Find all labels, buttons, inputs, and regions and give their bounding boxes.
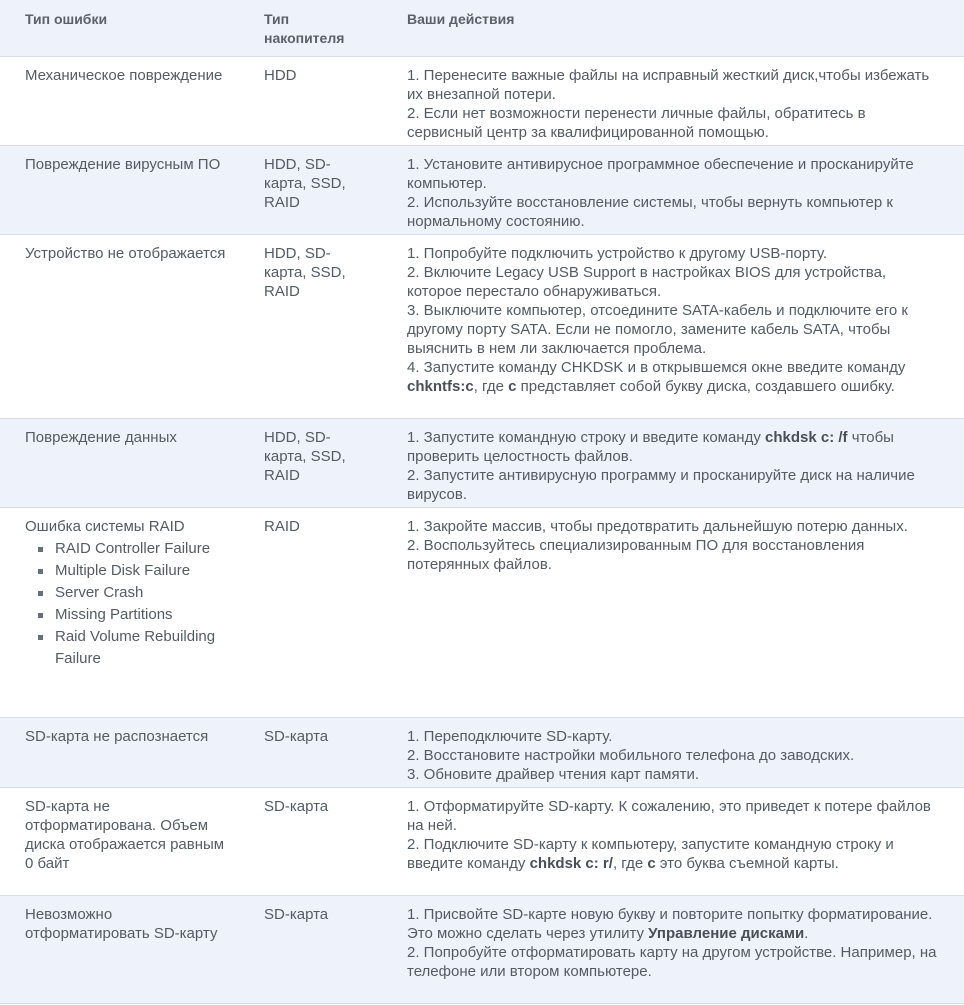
actions-cell	[382, 146, 964, 235]
list-item	[55, 560, 229, 582]
table-row	[0, 508, 964, 718]
list-item-label: Missing Partitions	[55, 606, 173, 623]
command-text: chkdsk c: r/	[529, 855, 613, 872]
action-text: это буква съемной карты.	[655, 855, 839, 872]
action-text: 1. Присвойте SD-карте новую букву и повторите попытку форматирование. Это можно сделать через утилиту	[407, 906, 933, 942]
action-text: 2. Подключите SD-карту к компьютеру, запустите командную строку и введите команду	[407, 836, 894, 872]
list-item	[55, 538, 229, 560]
error-type-cell: Повреждение вирусным ПО	[0, 146, 239, 235]
list-item	[55, 626, 229, 670]
action-step: 1. Попробуйте подключить устройство к другому USB-порту.	[407, 245, 828, 262]
action-step: 1. Отформатируйте SD-карту. К сожалению, это приведет к потере файлов на ней.	[407, 798, 931, 834]
drive-type-cell: HDD, SD-карта, SSD, RAID	[239, 235, 382, 419]
action-step: 2. Воспользуйтесь специализированным ПО для восстановления потерянных файлов.	[407, 537, 865, 573]
raid-failure-list	[25, 538, 229, 670]
action-text: , где	[473, 378, 509, 395]
error-type-cell: Невозможно отформатировать SD-карту	[0, 896, 239, 1004]
action-text: чтобы проверить целостность файлов.	[407, 429, 894, 465]
action-step	[407, 358, 942, 396]
drive-type-cell: HDD	[239, 57, 382, 146]
actions-cell	[382, 718, 964, 788]
table-row	[0, 57, 964, 146]
error-type-cell: Повреждение данных	[0, 419, 239, 508]
action-step: 2. Запустите антивирусную программу и просканируйте диск на наличие вирусов.	[407, 467, 915, 503]
action-step: 2. Восстановите настройки мобильного телефона до заводских.	[407, 747, 855, 764]
action-step: 1. Переподключите SD-карту.	[407, 728, 613, 745]
table-row	[0, 146, 964, 235]
action-step: 2. Используйте восстановление системы, чтобы вернуть компьютер к нормальному состоянию.	[407, 194, 893, 230]
drive-type-cell: HDD, SD-карта, SSD, RAID	[239, 419, 382, 508]
command-text: chkntfs:c	[407, 378, 474, 395]
utility-name: Управление дисками	[648, 925, 805, 942]
list-item-label: RAID Controller Failure	[55, 540, 211, 557]
header-actions: Ваши действия	[382, 0, 964, 57]
drive-type-cell: SD-карта	[239, 718, 382, 788]
drive-type-cell: SD-карта	[239, 896, 382, 1004]
action-step: 1. Перенесите важные файлы на исправный жесткий диск,чтобы избежать их внезапной потери.	[407, 67, 930, 103]
error-type-label: Ошибка системы RAID	[25, 518, 185, 535]
command-text: chkdsk c: /f	[765, 429, 848, 446]
actions-cell	[382, 896, 964, 1004]
header-drive-type: Тип накопителя	[239, 0, 382, 57]
error-type-cell: Механическое повреждение	[0, 57, 239, 146]
header-error-type: Тип ошибки	[0, 0, 239, 57]
bullet-icon	[38, 591, 43, 596]
action-step: 2. Включите Legacy USB Support в настройках BIOS для устройства, которое перестало обнаруживаться.	[407, 264, 887, 300]
action-step: 2. Попробуйте отформатировать карту на другом устройстве. Например, на телефоне или втором компьютере.	[407, 944, 937, 980]
drive-letter-text: c	[647, 855, 656, 872]
action-step	[407, 428, 942, 466]
drive-letter-text: c	[508, 378, 517, 395]
list-item-label: Multiple Disk Failure	[55, 562, 191, 579]
action-step: 3. Выключите компьютер, отсоедините SATA-кабель и подключите его к другому порту SATA. Если не помогло, замените кабель SATA, чтобы выяснить в нем ли заключается проблема.	[407, 302, 908, 357]
action-step: 3. Обновите драйвер чтения карт памяти.	[407, 766, 700, 783]
actions-cell	[382, 57, 964, 146]
action-text: 4. Запустите команду CHKDSK и в открывшемся окне введите команду	[407, 359, 906, 376]
bullet-icon	[38, 569, 43, 574]
table-row	[0, 419, 964, 508]
action-text: 1. Запустите командную строку и введите команду	[407, 429, 766, 446]
list-item	[55, 604, 229, 626]
action-step: 1. Закройте массив, чтобы предотвратить дальнейшую потерю данных.	[407, 518, 908, 535]
error-type-cell: SD-карта не распознается	[0, 718, 239, 788]
bullet-icon	[38, 635, 43, 640]
action-step: 2. Если нет возможности перенести личные файлы, обратитесь в сервисный центр за квалифицированной помощью.	[407, 105, 866, 141]
action-step	[407, 835, 942, 873]
action-text: , где	[612, 855, 648, 872]
table-row	[0, 235, 964, 419]
action-step: 1. Установите антивирусное программное обеспечение и просканируйте компьютер.	[407, 156, 914, 192]
table-row	[0, 896, 964, 1004]
action-text: представляет собой букву диска, создавшего ошибку.	[516, 378, 895, 395]
error-type-cell: SD-карта не отформатирована. Объем диска отображается равным 0 байт	[0, 788, 239, 896]
drive-type-cell: RAID	[239, 508, 382, 718]
table-header-row	[0, 0, 964, 57]
table-row	[0, 788, 964, 896]
actions-cell	[382, 788, 964, 896]
bullet-icon	[38, 547, 43, 552]
table-row	[0, 718, 964, 788]
list-item-label: Server Crash	[55, 584, 144, 601]
list-item	[55, 582, 229, 604]
actions-cell	[382, 508, 964, 718]
bullet-icon	[38, 613, 43, 618]
actions-cell	[382, 235, 964, 419]
list-item-label: Raid Volume Rebuilding Failure	[55, 628, 216, 667]
action-text: .	[804, 925, 809, 942]
drive-type-cell: SD-карта	[239, 788, 382, 896]
error-type-cell	[0, 508, 239, 718]
drive-type-cell: HDD, SD-карта, SSD, RAID	[239, 146, 382, 235]
error-type-cell: Устройство не отображается	[0, 235, 239, 419]
actions-cell	[382, 419, 964, 508]
action-step	[407, 905, 942, 943]
